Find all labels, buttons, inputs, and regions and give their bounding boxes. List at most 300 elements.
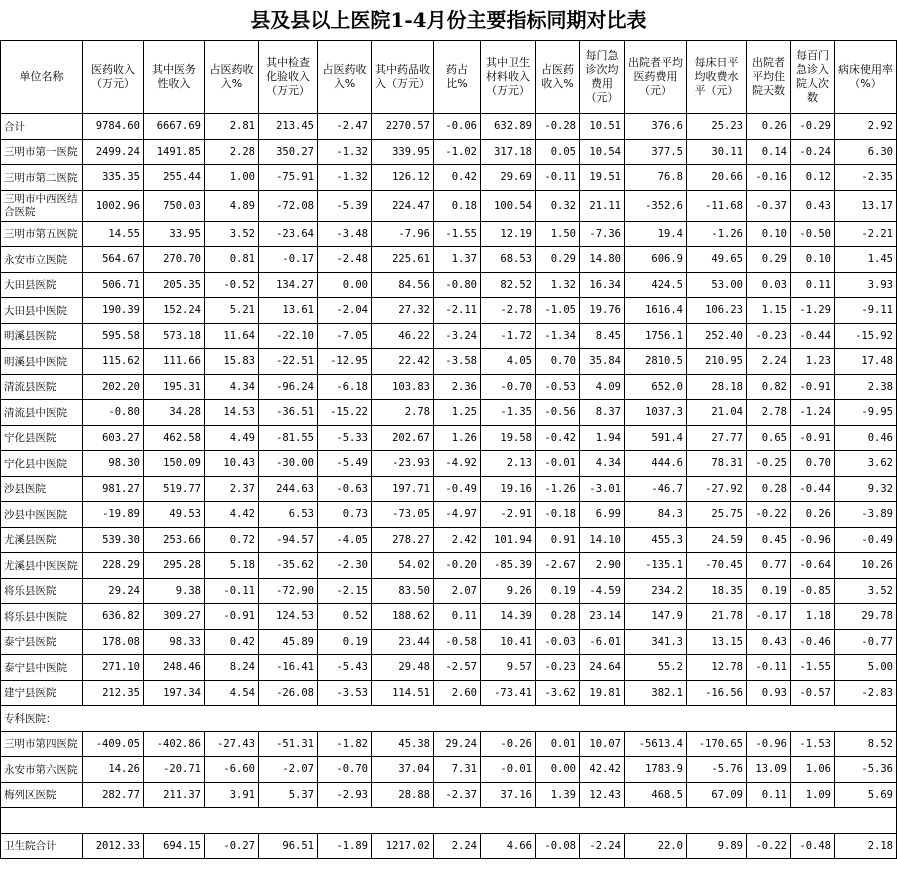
value-cell: 9.38 xyxy=(144,578,205,604)
unit-name-cell: 大田县中医院 xyxy=(1,298,83,324)
value-cell: -0.91 xyxy=(791,425,835,451)
value-cell: -0.91 xyxy=(205,604,259,630)
table-row xyxy=(1,323,897,349)
value-cell: -1.24 xyxy=(791,400,835,426)
value-cell: 1.39 xyxy=(536,782,580,808)
value-cell: 0.14 xyxy=(747,139,791,165)
value-cell: -7.36 xyxy=(580,221,625,247)
value-cell: 68.53 xyxy=(481,247,536,273)
value-cell: -1.32 xyxy=(318,139,372,165)
value-cell: -3.58 xyxy=(434,349,481,375)
value-cell: -1.34 xyxy=(536,323,580,349)
value-cell: 632.89 xyxy=(481,114,536,140)
value-cell: -0.16 xyxy=(747,165,791,191)
value-cell: 519.77 xyxy=(144,476,205,502)
value-cell: 12.43 xyxy=(580,782,625,808)
value-cell: 309.27 xyxy=(144,604,205,630)
value-cell: 37.16 xyxy=(481,782,536,808)
table-row xyxy=(1,114,897,140)
table-row xyxy=(1,451,897,477)
unit-name-cell: 沙县医院 xyxy=(1,476,83,502)
value-cell: 2270.57 xyxy=(372,114,434,140)
value-cell: 2.38 xyxy=(835,374,897,400)
value-cell: -0.70 xyxy=(481,374,536,400)
value-cell: 0.19 xyxy=(747,578,791,604)
value-cell: 54.02 xyxy=(372,553,434,579)
value-cell: 2.78 xyxy=(372,400,434,426)
column-header: 药占比% xyxy=(434,41,481,114)
value-cell: -4.92 xyxy=(434,451,481,477)
value-cell: -3.24 xyxy=(434,323,481,349)
value-cell: 4.34 xyxy=(580,451,625,477)
value-cell: -352.6 xyxy=(625,190,687,221)
value-cell: 0.70 xyxy=(791,451,835,477)
value-cell: -7.05 xyxy=(318,323,372,349)
unit-name-cell: 宁化县中医院 xyxy=(1,451,83,477)
value-cell: 1.94 xyxy=(580,425,625,451)
value-cell: -135.1 xyxy=(625,553,687,579)
value-cell: -1.55 xyxy=(434,221,481,247)
value-cell: 1.26 xyxy=(434,425,481,451)
value-cell: -0.01 xyxy=(481,757,536,783)
value-cell: 2.18 xyxy=(835,833,897,859)
value-cell: 1783.9 xyxy=(625,757,687,783)
value-cell: 19.76 xyxy=(580,298,625,324)
value-cell: 96.51 xyxy=(259,833,318,859)
value-cell: 573.18 xyxy=(144,323,205,349)
unit-name-cell: 永安市立医院 xyxy=(1,247,83,273)
value-cell: 82.52 xyxy=(481,272,536,298)
value-cell: 1.45 xyxy=(835,247,897,273)
table-row xyxy=(1,374,897,400)
value-cell: 27.77 xyxy=(687,425,747,451)
value-cell: -9.11 xyxy=(835,298,897,324)
value-cell: 55.2 xyxy=(625,655,687,681)
value-cell: 564.67 xyxy=(83,247,144,273)
value-cell: 4.54 xyxy=(205,680,259,706)
value-cell: 8.24 xyxy=(205,655,259,681)
value-cell: -0.56 xyxy=(536,400,580,426)
value-cell: -70.45 xyxy=(687,553,747,579)
value-cell: 0.82 xyxy=(747,374,791,400)
column-header: 占医药收入% xyxy=(205,41,259,114)
value-cell: 6.30 xyxy=(835,139,897,165)
value-cell: -0.01 xyxy=(536,451,580,477)
value-cell: 9.57 xyxy=(481,655,536,681)
value-cell: 248.46 xyxy=(144,655,205,681)
value-cell: 1.09 xyxy=(791,782,835,808)
value-cell: 253.66 xyxy=(144,527,205,553)
value-cell: -4.05 xyxy=(318,527,372,553)
unit-name-cell: 泰宁县医院 xyxy=(1,629,83,655)
value-cell: 2.92 xyxy=(835,114,897,140)
value-cell: -0.52 xyxy=(205,272,259,298)
value-cell: 1.50 xyxy=(536,221,580,247)
value-cell: -0.77 xyxy=(835,629,897,655)
value-cell: 5.00 xyxy=(835,655,897,681)
value-cell: 11.64 xyxy=(205,323,259,349)
value-cell: 0.19 xyxy=(536,578,580,604)
value-cell: 13.15 xyxy=(687,629,747,655)
column-header: 出院者平均住院天数 xyxy=(747,41,791,114)
value-cell: 225.61 xyxy=(372,247,434,273)
value-cell: -0.23 xyxy=(536,655,580,681)
value-cell: 224.47 xyxy=(372,190,434,221)
value-cell: -0.11 xyxy=(205,578,259,604)
section-label xyxy=(1,808,897,834)
table-row xyxy=(1,604,897,630)
value-cell: 152.24 xyxy=(144,298,205,324)
column-header: 单位名称 xyxy=(1,41,83,114)
value-cell: 1.06 xyxy=(791,757,835,783)
value-cell: 10.54 xyxy=(580,139,625,165)
value-cell: 0.73 xyxy=(318,502,372,528)
value-cell: 213.45 xyxy=(259,114,318,140)
value-cell: -20.71 xyxy=(144,757,205,783)
table-row xyxy=(1,629,897,655)
value-cell: -5613.4 xyxy=(625,731,687,757)
table-row xyxy=(1,165,897,191)
value-cell: 0.70 xyxy=(536,349,580,375)
unit-name-cell: 三明市第二医院 xyxy=(1,165,83,191)
table-row xyxy=(1,221,897,247)
value-cell: -0.63 xyxy=(318,476,372,502)
value-cell: 12.78 xyxy=(687,655,747,681)
table-row xyxy=(1,425,897,451)
value-cell: 195.31 xyxy=(144,374,205,400)
value-cell: -0.17 xyxy=(259,247,318,273)
value-cell: -0.80 xyxy=(83,400,144,426)
value-cell: -0.96 xyxy=(747,731,791,757)
column-header: 病床使用率（%） xyxy=(835,41,897,114)
value-cell: 16.34 xyxy=(580,272,625,298)
value-cell: 603.27 xyxy=(83,425,144,451)
value-cell: -2.93 xyxy=(318,782,372,808)
unit-name-cell: 尤溪县医院 xyxy=(1,527,83,553)
value-cell: -3.48 xyxy=(318,221,372,247)
value-cell: -16.56 xyxy=(687,680,747,706)
value-cell: -0.17 xyxy=(747,604,791,630)
value-cell: -1.26 xyxy=(687,221,747,247)
column-header: 占医药收入% xyxy=(318,41,372,114)
value-cell: -5.76 xyxy=(687,757,747,783)
value-cell: 1.37 xyxy=(434,247,481,273)
value-cell: 24.64 xyxy=(580,655,625,681)
value-cell: -4.59 xyxy=(580,578,625,604)
value-cell: 0.28 xyxy=(747,476,791,502)
value-cell: 0.03 xyxy=(747,272,791,298)
value-cell: 0.77 xyxy=(747,553,791,579)
value-cell: 84.56 xyxy=(372,272,434,298)
value-cell: 539.30 xyxy=(83,527,144,553)
value-cell: -2.21 xyxy=(835,221,897,247)
value-cell: 0.52 xyxy=(318,604,372,630)
value-cell: 210.95 xyxy=(687,349,747,375)
value-cell: 0.19 xyxy=(318,629,372,655)
value-cell: 14.55 xyxy=(83,221,144,247)
value-cell: 339.95 xyxy=(372,139,434,165)
column-header: 其中医务性收入 xyxy=(144,41,205,114)
table-row xyxy=(1,502,897,528)
value-cell: 1491.85 xyxy=(144,139,205,165)
value-cell: 46.22 xyxy=(372,323,434,349)
value-cell: -11.68 xyxy=(687,190,747,221)
value-cell: 506.71 xyxy=(83,272,144,298)
value-cell: -0.53 xyxy=(536,374,580,400)
value-cell: -35.62 xyxy=(259,553,318,579)
value-cell: 444.6 xyxy=(625,451,687,477)
value-cell: 6.53 xyxy=(259,502,318,528)
section-label: 专科医院： xyxy=(1,706,897,732)
value-cell: 205.35 xyxy=(144,272,205,298)
value-cell: -2.91 xyxy=(481,502,536,528)
value-cell: 5.18 xyxy=(205,553,259,579)
unit-name-cell: 永安市第六医院 xyxy=(1,757,83,783)
value-cell: 19.16 xyxy=(481,476,536,502)
value-cell: -0.42 xyxy=(536,425,580,451)
value-cell: 5.37 xyxy=(259,782,318,808)
value-cell: 10.43 xyxy=(205,451,259,477)
section-label-row xyxy=(1,808,897,834)
value-cell: 1.15 xyxy=(747,298,791,324)
value-cell: 636.82 xyxy=(83,604,144,630)
value-cell: -2.11 xyxy=(434,298,481,324)
value-cell: 1002.96 xyxy=(83,190,144,221)
page-title: 县及县以上医院1-4月份主要指标同期对比表 xyxy=(250,8,647,32)
value-cell: -402.86 xyxy=(144,731,205,757)
value-cell: -2.35 xyxy=(835,165,897,191)
value-cell: 0.18 xyxy=(434,190,481,221)
unit-name-cell: 清流县医院 xyxy=(1,374,83,400)
value-cell: 3.52 xyxy=(205,221,259,247)
value-cell: -409.05 xyxy=(83,731,144,757)
value-cell: 49.65 xyxy=(687,247,747,273)
table-row xyxy=(1,272,897,298)
column-header: 其中卫生材料收入（万元） xyxy=(481,41,536,114)
value-cell: -6.01 xyxy=(580,629,625,655)
value-cell: -2.78 xyxy=(481,298,536,324)
value-cell: 9.26 xyxy=(481,578,536,604)
value-cell: 382.1 xyxy=(625,680,687,706)
value-cell: 8.45 xyxy=(580,323,625,349)
value-cell: 341.3 xyxy=(625,629,687,655)
value-cell: -0.06 xyxy=(434,114,481,140)
value-cell: -51.31 xyxy=(259,731,318,757)
table-row xyxy=(1,655,897,681)
value-cell: 8.37 xyxy=(580,400,625,426)
unit-name-cell: 清流县中医院 xyxy=(1,400,83,426)
value-cell: 37.04 xyxy=(372,757,434,783)
value-cell: 3.62 xyxy=(835,451,897,477)
value-cell: 0.42 xyxy=(434,165,481,191)
value-cell: 211.37 xyxy=(144,782,205,808)
unit-name-cell: 卫生院合计 xyxy=(1,833,83,859)
value-cell: 53.00 xyxy=(687,272,747,298)
value-cell: 3.91 xyxy=(205,782,259,808)
value-cell: -12.95 xyxy=(318,349,372,375)
value-cell: -15.22 xyxy=(318,400,372,426)
value-cell: 0.10 xyxy=(747,221,791,247)
value-cell: 0.01 xyxy=(536,731,580,757)
value-cell: -27.43 xyxy=(205,731,259,757)
value-cell: 0.00 xyxy=(318,272,372,298)
value-cell: 2.60 xyxy=(434,680,481,706)
unit-name-cell: 沙县中医医院 xyxy=(1,502,83,528)
value-cell: 1.00 xyxy=(205,165,259,191)
value-cell: 0.00 xyxy=(536,757,580,783)
value-cell: 6667.69 xyxy=(144,114,205,140)
value-cell: 23.44 xyxy=(372,629,434,655)
value-cell: -1.89 xyxy=(318,833,372,859)
value-cell: -5.33 xyxy=(318,425,372,451)
value-cell: 106.23 xyxy=(687,298,747,324)
value-cell: -1.05 xyxy=(536,298,580,324)
value-cell: 190.39 xyxy=(83,298,144,324)
value-cell: -26.08 xyxy=(259,680,318,706)
value-cell: 25.23 xyxy=(687,114,747,140)
value-cell: 14.26 xyxy=(83,757,144,783)
value-cell: 14.53 xyxy=(205,400,259,426)
value-cell: -2.04 xyxy=(318,298,372,324)
value-cell: 0.10 xyxy=(791,247,835,273)
value-cell: 18.35 xyxy=(687,578,747,604)
value-cell: 34.28 xyxy=(144,400,205,426)
table-row xyxy=(1,553,897,579)
value-cell: -22.10 xyxy=(259,323,318,349)
value-cell: 0.91 xyxy=(536,527,580,553)
value-cell: -16.41 xyxy=(259,655,318,681)
value-cell: 282.77 xyxy=(83,782,144,808)
value-cell: 49.53 xyxy=(144,502,205,528)
value-cell: -4.97 xyxy=(434,502,481,528)
value-cell: 78.31 xyxy=(687,451,747,477)
value-cell: -5.49 xyxy=(318,451,372,477)
unit-name-cell: 宁化县医院 xyxy=(1,425,83,451)
value-cell: 2499.24 xyxy=(83,139,144,165)
value-cell: -46.7 xyxy=(625,476,687,502)
value-cell: 45.38 xyxy=(372,731,434,757)
value-cell: 270.70 xyxy=(144,247,205,273)
value-cell: 103.83 xyxy=(372,374,434,400)
value-cell: 2810.5 xyxy=(625,349,687,375)
value-cell: 1756.1 xyxy=(625,323,687,349)
value-cell: 981.27 xyxy=(83,476,144,502)
value-cell: 1.25 xyxy=(434,400,481,426)
indicator-table xyxy=(0,40,897,859)
value-cell: 0.65 xyxy=(747,425,791,451)
unit-name-cell: 梅列区医院 xyxy=(1,782,83,808)
value-cell: 22.42 xyxy=(372,349,434,375)
value-cell: 750.03 xyxy=(144,190,205,221)
value-cell: 27.32 xyxy=(372,298,434,324)
value-cell: 317.18 xyxy=(481,139,536,165)
value-cell: -0.11 xyxy=(536,165,580,191)
value-cell: 10.07 xyxy=(580,731,625,757)
value-cell: 42.42 xyxy=(580,757,625,783)
value-cell: -5.36 xyxy=(835,757,897,783)
value-cell: 25.75 xyxy=(687,502,747,528)
column-header: 其中药品收入（万元） xyxy=(372,41,434,114)
value-cell: -1.53 xyxy=(791,731,835,757)
value-cell: 134.27 xyxy=(259,272,318,298)
value-cell: 19.4 xyxy=(625,221,687,247)
table-row xyxy=(1,400,897,426)
value-cell: -36.51 xyxy=(259,400,318,426)
value-cell: -73.05 xyxy=(372,502,434,528)
value-cell: 595.58 xyxy=(83,323,144,349)
unit-name-cell: 将乐县中医院 xyxy=(1,604,83,630)
value-cell: 83.50 xyxy=(372,578,434,604)
value-cell: -0.27 xyxy=(205,833,259,859)
column-header: 每百门急诊入院人次数 xyxy=(791,41,835,114)
value-cell: 101.94 xyxy=(481,527,536,553)
table-row xyxy=(1,731,897,757)
value-cell: 13.61 xyxy=(259,298,318,324)
value-cell: 9.32 xyxy=(835,476,897,502)
value-cell: 2.24 xyxy=(747,349,791,375)
unit-name-cell: 尤溪县中医医院 xyxy=(1,553,83,579)
value-cell: -0.44 xyxy=(791,476,835,502)
unit-name-cell: 明溪县医院 xyxy=(1,323,83,349)
value-cell: 4.49 xyxy=(205,425,259,451)
value-cell: -2.30 xyxy=(318,553,372,579)
value-cell: 10.51 xyxy=(580,114,625,140)
value-cell: 2.28 xyxy=(205,139,259,165)
table-row xyxy=(1,476,897,502)
value-cell: -0.49 xyxy=(434,476,481,502)
value-cell: -0.44 xyxy=(791,323,835,349)
value-cell: 0.11 xyxy=(434,604,481,630)
value-cell: -0.49 xyxy=(835,527,897,553)
value-cell: -81.55 xyxy=(259,425,318,451)
value-cell: 2.37 xyxy=(205,476,259,502)
value-cell: -0.26 xyxy=(481,731,536,757)
table-row xyxy=(1,139,897,165)
value-cell: 29.48 xyxy=(372,655,434,681)
value-cell: -6.18 xyxy=(318,374,372,400)
value-cell: 228.29 xyxy=(83,553,144,579)
value-cell: -75.91 xyxy=(259,165,318,191)
value-cell: 255.44 xyxy=(144,165,205,191)
value-cell: 0.12 xyxy=(791,165,835,191)
value-cell: -2.37 xyxy=(434,782,481,808)
value-cell: -0.48 xyxy=(791,833,835,859)
value-cell: 33.95 xyxy=(144,221,205,247)
value-cell: 0.45 xyxy=(747,527,791,553)
unit-name-cell: 将乐县医院 xyxy=(1,578,83,604)
value-cell: -3.01 xyxy=(580,476,625,502)
value-cell: 98.30 xyxy=(83,451,144,477)
unit-name-cell: 大田县医院 xyxy=(1,272,83,298)
value-cell: -2.07 xyxy=(259,757,318,783)
value-cell: 14.80 xyxy=(580,247,625,273)
column-header: 每门急诊次均费用（元） xyxy=(580,41,625,114)
column-header: 出院者平均医药费用（元） xyxy=(625,41,687,114)
value-cell: -0.28 xyxy=(536,114,580,140)
value-cell: 4.34 xyxy=(205,374,259,400)
value-cell: 424.5 xyxy=(625,272,687,298)
value-cell: 19.81 xyxy=(580,680,625,706)
value-cell: 4.89 xyxy=(205,190,259,221)
table-row xyxy=(1,247,897,273)
value-cell: -1.55 xyxy=(791,655,835,681)
table-row xyxy=(1,757,897,783)
value-cell: 0.46 xyxy=(835,425,897,451)
value-cell: 21.04 xyxy=(687,400,747,426)
value-cell: -2.57 xyxy=(434,655,481,681)
value-cell: 178.08 xyxy=(83,629,144,655)
value-cell: 1616.4 xyxy=(625,298,687,324)
